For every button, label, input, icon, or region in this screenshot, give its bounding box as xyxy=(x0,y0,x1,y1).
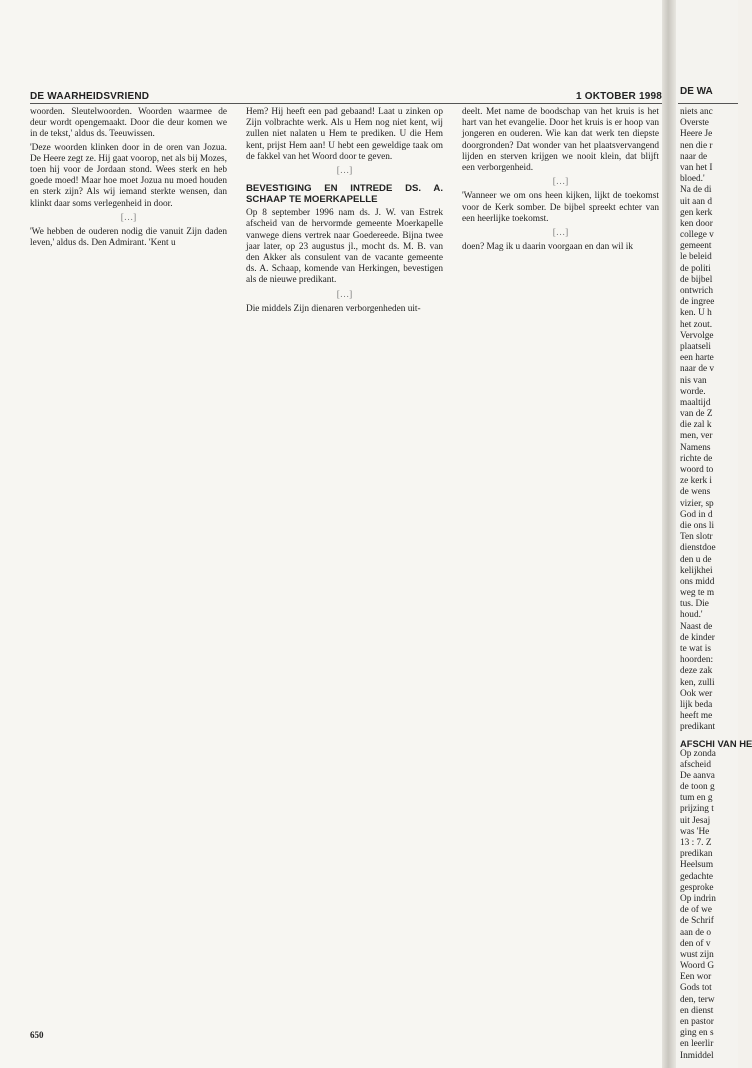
omission-marker: […] xyxy=(336,289,353,300)
next-page-line: van het I xyxy=(680,162,713,173)
next-page-line: lijk beda xyxy=(680,699,713,710)
next-page-line: ons midd xyxy=(680,576,715,587)
next-page-line: nen die r xyxy=(680,140,713,151)
next-page-line: afscheid xyxy=(680,759,711,770)
next-page-line: en pastor xyxy=(680,1017,714,1027)
next-page-line: college v xyxy=(680,230,714,241)
next-page-line: den of v xyxy=(680,938,711,949)
next-page-line: de wens xyxy=(680,487,711,498)
omission-marker: […] xyxy=(120,212,137,223)
next-page-line: wust zijn xyxy=(680,949,714,960)
header-title: DE WAARHEIDSVRIEND xyxy=(30,91,150,102)
next-page-line: te wat is xyxy=(680,644,711,654)
section-heading: BEVESTIGING EN INTREDE DS. A. SCHAAP TE MOERKAPELLE xyxy=(246,183,443,206)
paragraph: 'Deze woorden klinken door in de oren van Jozua. De Heere zegt ze. Hij gaat voorop, net als bij Mozes, toen hij voor de Jordaan stond. Wees sterk en heb goede moed! Maar hoe moet Jozua nu moed houden en sterk zijn? Als wij iemand sterkte wensen, dan klinkt daar soms verlegenheid in door. xyxy=(30,142,227,209)
next-page-line: Heelsum xyxy=(680,860,714,871)
next-page-line: prijzing t xyxy=(680,804,714,815)
next-page-line: naar de v xyxy=(680,364,715,375)
next-page-line: tum en g xyxy=(680,793,713,804)
next-page-line: Overste xyxy=(680,118,709,129)
next-page-line: was 'He xyxy=(680,826,710,837)
next-page-line: le beleid xyxy=(680,252,712,263)
next-page-line: van de Z xyxy=(680,409,713,420)
next-page-line: Na de di xyxy=(680,185,712,196)
next-page-line: die ons li xyxy=(680,520,715,531)
next-page-line: Vervolge xyxy=(680,330,714,341)
header-date: 1 OKTOBER 1998 xyxy=(576,91,662,102)
next-page-line: maaltijd xyxy=(680,397,711,408)
next-page-line: heeft me xyxy=(680,711,713,722)
next-page-line: de bijbel xyxy=(680,274,713,285)
next-page-line: kelijkhei xyxy=(680,565,713,576)
next-page-line: de of we xyxy=(680,905,713,916)
next-page-line: Gods tot xyxy=(680,983,712,994)
next-page-line: deze zak xyxy=(680,666,713,677)
next-page-line: Naast de xyxy=(680,621,713,632)
next-page-line: Een wor xyxy=(680,972,712,983)
running-header xyxy=(30,88,662,102)
next-page-line: aan de o xyxy=(680,927,711,938)
next-page-line: richte de xyxy=(680,453,713,464)
next-page-line: gesproke xyxy=(680,882,714,893)
next-page-line: Ten slotr xyxy=(680,532,713,543)
next-page-line: nis van xyxy=(680,375,707,386)
next-page-text xyxy=(680,107,752,1062)
next-page-line: de kinder xyxy=(680,632,715,643)
next-page-line: dienstdoe xyxy=(680,543,716,554)
next-page-line: den, terw xyxy=(680,994,715,1005)
next-page-line: vizier, sp xyxy=(680,498,714,509)
next-page-line: ontwrich xyxy=(680,286,714,296)
next-page-line: de ingree xyxy=(680,297,715,308)
next-page-line: hoorden: xyxy=(680,655,714,666)
book-gutter xyxy=(662,0,676,1068)
omission-marker: […] xyxy=(336,166,353,177)
next-page-line: de toon g xyxy=(680,782,715,793)
paragraph: doen? Mag ik u daarin voorgaan en dan wil ik xyxy=(462,242,633,253)
next-page-line: God in d xyxy=(680,509,713,520)
next-page-line: Op zonda xyxy=(680,748,716,759)
next-page-line: weg te m xyxy=(680,588,715,599)
next-page-line: woord to xyxy=(680,465,714,475)
next-page-line: uit aan d xyxy=(680,196,713,207)
next-page-header: DE WA xyxy=(680,86,713,97)
next-page-line: bloed.' xyxy=(680,174,705,185)
next-page-line: plaatseli xyxy=(680,341,711,352)
paragraph: Hem? Hij heeft een pad gebaand! Laat u zinken op Zijn volbrachte werk. Als u Hem nog niet kent, wij zullen niet nalaten u Hem te prediken. U die Hem kent, prijst Hem aan! U hebt een geweldige taak om de fakkel van het Woord door te geven. xyxy=(246,107,443,162)
next-page-line: predikan xyxy=(680,849,713,860)
text-column-1 xyxy=(30,107,227,1012)
omission-marker: […] xyxy=(552,228,569,239)
next-page-line: Woord G xyxy=(680,961,715,972)
next-page-line: De aanva xyxy=(680,770,715,781)
next-page-line: het zout. xyxy=(680,319,713,330)
text-column-3 xyxy=(462,107,659,1012)
next-page-line: Op indrin xyxy=(680,893,716,904)
next-page-line: naar de xyxy=(680,151,708,162)
next-page-line: men, ver xyxy=(680,431,713,442)
next-page-line: ken. U h xyxy=(680,308,712,319)
paragraph: woorden. Sleutelwoorden. Woorden waarmee de deur wordt opengemaakt. Door die deur komen we in de tekst,' aldus ds. Teeuwissen. xyxy=(30,107,227,140)
next-page-line: Namens xyxy=(680,442,711,453)
next-page-line: gemeent xyxy=(680,241,712,252)
next-page-header-rule xyxy=(678,103,738,104)
paragraph: Die middels Zijn dienaren verborgenheden uit- xyxy=(246,303,421,314)
next-page-line: die zal k xyxy=(680,420,712,431)
next-page-line: houd.' xyxy=(680,610,703,621)
next-page-line: ging en s xyxy=(680,1028,714,1039)
next-page-line: 13 : 7. Z xyxy=(680,838,712,848)
next-page-edge xyxy=(676,0,752,1068)
next-page-line: gen kerk xyxy=(680,207,713,218)
next-page-line: worde. xyxy=(680,386,706,397)
next-page-line: de Schrif xyxy=(680,916,714,927)
next-page-line: niets anc xyxy=(680,107,713,117)
next-page-line: Inmiddel xyxy=(680,1050,714,1061)
paragraph: 'We hebben de ouderen nodig die vanuit Zijn daden leven,' aldus ds. Den Admirant. 'Kent u xyxy=(30,227,227,249)
paragraph: Op 8 september 1996 nam ds. J. W. van Estrek afscheid van de hervormde gemeente Moerkapelle vanwege diens vertrek naar Goedereede. Bijna twee jaar later, op 23 augustus jl., mocht ds. M. B. van den Akker als consulent van de vacante gemeente ds. A. Schaap, komende van Herkingen, bevestigen als de nieuwe predikant. xyxy=(246,208,443,286)
next-page-line: de politi xyxy=(680,263,711,274)
paragraph: deelt. Met name de boodschap van het kruis is het hart van het evangelie. Door het kruis is er hoop van jongeren en ouderen. Wie kan dat werk ten diepste doorgronden? Dat wonder van het plaatsvervangend lijden en sterven krijgen we nooit klein, dat blijft een verborgenheid. xyxy=(462,107,659,174)
next-page-line: tus. Die xyxy=(680,599,709,610)
next-page-line: gedachte xyxy=(680,871,714,882)
next-page-line: Ook wer xyxy=(680,688,713,699)
next-page-line: een harte xyxy=(680,353,714,364)
paragraph: 'Wanneer we om ons heen kijken, lijkt de toekomst voor de Kerk somber. De bijbel spreekt echter van een heerlijke toekomst. xyxy=(462,191,659,224)
next-page-line: ze kerk i xyxy=(680,476,713,487)
omission-marker: […] xyxy=(552,177,569,188)
text-column-2 xyxy=(246,107,443,1012)
next-page-line: uit Jesaj xyxy=(680,815,711,826)
next-page-line: predikant xyxy=(680,722,716,733)
next-page-subheading: AFSCHI VAN HE xyxy=(680,737,752,749)
next-page-line: ken door xyxy=(680,218,713,229)
page-number: 650 xyxy=(30,1030,44,1040)
next-page-line: en leerlir xyxy=(680,1039,714,1050)
next-page-line: den u de xyxy=(680,554,712,565)
next-page-line: Heere Je xyxy=(680,129,713,140)
header-rule xyxy=(30,103,662,104)
next-page-line: en dienst xyxy=(680,1005,714,1016)
next-page-line: ken, zulli xyxy=(680,677,715,688)
